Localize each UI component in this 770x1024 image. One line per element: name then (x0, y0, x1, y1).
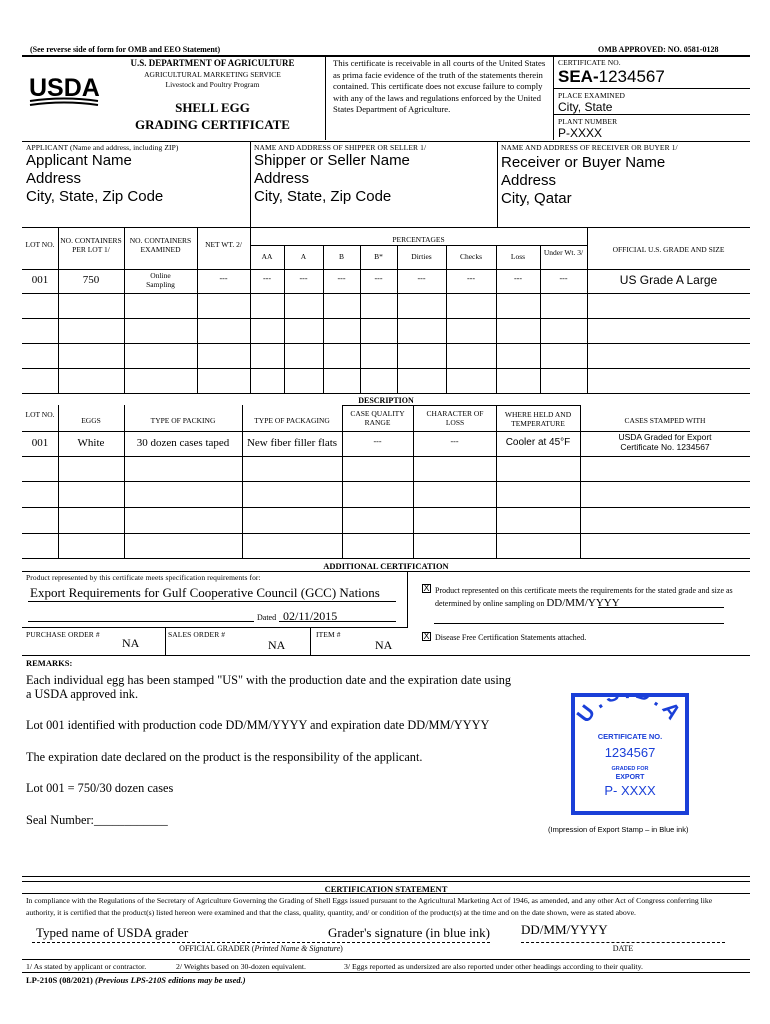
t1-header-grade: OFFICIAL U.S. GRADE AND SIZE (612, 245, 725, 254)
plant-number: P-XXXX (558, 126, 603, 140)
receiver-name: Receiver or Buyer Name (501, 154, 666, 171)
t2-row-packaging: New fiber filler flats (246, 437, 338, 449)
receiver-city: City, Qatar (501, 190, 572, 207)
t1-row-containers: 750 (82, 274, 100, 286)
plant-label: PLANT NUMBER (558, 117, 618, 126)
official-grader-label-pre: OFFICIAL GRADER ( (179, 944, 255, 953)
footnote-2: 2/ Weights based on 30-dozen equivalent. (176, 962, 307, 971)
t1-pct-loss: Loss (510, 252, 526, 261)
place-examined: City, State (558, 100, 613, 114)
check2-text: Disease Free Certification Statements attached. (435, 633, 587, 642)
stamp-arc-text: U.S D.A (572, 693, 688, 728)
check1-date: DD/MM/YYYY (546, 597, 620, 609)
t1-pct-aa: AA (261, 252, 273, 261)
t1-pct-bstar: B* (374, 252, 383, 261)
service-name: AGRICULTURAL MARKETING SERVICE (144, 70, 281, 79)
t1-pct-underwt: Under Wt. 3/ (543, 248, 584, 257)
shipper-address: Address (254, 170, 310, 187)
item-label: ITEM # (316, 630, 341, 639)
t2-row-where: Cooler at 45°F (505, 437, 571, 448)
t1-header-containers: NO. CONTAINERS PER LOT 1/ (60, 236, 122, 254)
footnote-1: 1/ As stated by applicant or contractor. (26, 962, 147, 971)
po-label: PURCHASE ORDER # (26, 630, 100, 639)
t1-header-percentages: PERCENTAGES (392, 235, 445, 244)
t1-row-pct-bstar: --- (374, 274, 383, 283)
t2-row-stamped: USDA Graded for Export Certificate No. 1234567 (618, 432, 712, 452)
t2-row-eggs: White (77, 437, 105, 449)
t2-header-where: WHERE HELD AND TEMPERATURE (504, 410, 572, 428)
po-value: NA (122, 636, 140, 650)
spec-label: Product represented by this certificate meets specification requirements for: (26, 573, 261, 582)
check-online-sampling[interactable] (422, 584, 431, 593)
stamp-graded-for: GRADED FOR (611, 766, 649, 772)
certification-title: CERTIFICATION STATEMENT (324, 884, 448, 894)
date-label: DATE (612, 944, 634, 953)
shipper-name: Shipper or Seller Name (254, 152, 410, 169)
t1-row-netwt: --- (219, 274, 228, 283)
t1-pct-dirties: Dirties (411, 252, 432, 261)
title-shell-egg: SHELL EGG (175, 100, 250, 115)
t1-row-pct-checks: --- (467, 274, 475, 283)
t1-pct-checks: Checks (459, 252, 483, 261)
stamp-cert-label: CERTIFICATE NO. (597, 732, 663, 741)
dept-name: U.S. DEPARTMENT OF AGRICULTURE (130, 58, 295, 68)
cert-prefix: SEA- (558, 67, 599, 86)
t1-row-grade: US Grade A Large (619, 273, 718, 287)
receiver-block (501, 154, 665, 208)
t2-header-eggs: EGGS (81, 416, 101, 425)
t2-header-case-quality: CASE QUALITY RANGE (350, 409, 405, 427)
t1-pct-a: A (300, 252, 307, 261)
grader-name: Typed name of USDA grader (36, 925, 189, 940)
official-grader-label-em: Printed Name & Signature (254, 944, 341, 953)
place-label: PLACE EXAMINED (558, 91, 626, 100)
t1-header-examined: NO. CONTAINERS EXAMINED (129, 236, 192, 254)
applicant-city: City, State, Zip Code (26, 188, 164, 205)
certification-text: In compliance with the Regulations of the Secretary of Agriculture Governing the Grading of Shell Eggs issued pursuant to the Agricultural Marketing Act of 1946, as amended, and any other Act of Congress conferring like authority, it is certified that the product(s) listed hereon were examined and that the class, quality, quantity, and/ or condition of the product(s) at the time and on the date shown, were as stated above. (26, 896, 713, 917)
receiver-label: NAME AND ADDRESS OF RECEIVER OR BUYER 1/ (501, 143, 678, 152)
remark-line-3: The expiration date declared on the product is the responsibility of the applicant. (26, 750, 423, 764)
t1-header-lot: LOT NO. (25, 240, 55, 249)
t1-row-pct-a: --- (299, 274, 308, 283)
t2-header-lot: LOT NO. (25, 410, 55, 419)
t1-pct-b: B (338, 252, 344, 261)
t1-header-netwt: NET WT. 2/ (205, 240, 242, 249)
applicant-block (26, 152, 163, 206)
program-name: Livestock and Poultry Program (165, 80, 260, 89)
legal-statement: This certificate is receivable in all courts of the United States as prima facie evidence of the truth of the statements therein contained. This certificate does not excuse failure to comply with any of the laws and regulations enforced by the United States Department of Agriculture. (333, 58, 546, 114)
form-id-note: (Previous LPS-210S editions may be used.) (94, 975, 246, 985)
cert-number: 1234567 (598, 67, 665, 86)
form-id-code: LP-210S (08/2021) (26, 975, 93, 985)
cert-no-label: CERTIFICATE NO. (558, 58, 621, 67)
additional-title: ADDITIONAL CERTIFICATION (323, 561, 449, 571)
check-disease-free-mark: X (423, 631, 430, 641)
dated-value: 02/11/2015 (283, 609, 338, 623)
usda-logo (28, 70, 100, 110)
shipper-block (254, 152, 410, 206)
dated-label: Dated (257, 613, 277, 622)
stamp-number: 1234567 (604, 745, 656, 760)
t2-row-lot: 001 (31, 437, 49, 449)
t1-row-pct-dirties: --- (417, 274, 426, 283)
t2-description-label: DESCRIPTION (358, 396, 414, 405)
t2-row-packing: 30 dozen cases taped (136, 437, 230, 449)
t2-row-character: --- (450, 437, 459, 446)
t2-header-character: CHARACTER OF LOSS (426, 409, 484, 427)
shipper-label: NAME AND ADDRESS OF SHIPPER OR SELLER 1/ (254, 143, 427, 152)
t1-row-lot: 001 (31, 274, 49, 286)
official-grader-label-post: ) (340, 944, 343, 953)
t2-header-packaging: TYPE OF PACKAGING (254, 416, 330, 425)
check-disease-free[interactable] (422, 632, 431, 641)
form-id (26, 975, 246, 985)
remark-line-1: Each individual egg has been stamped "US" with the production date and the expiration date using a USDA approved ink. (26, 673, 512, 701)
grader-signature: Grader's signature (in blue ink) (328, 925, 490, 940)
t1-row-pct-loss: --- (514, 274, 522, 283)
stamp-export: EXPORT (615, 774, 645, 781)
reverse-note: (See reverse side of form for OMB and EEO Statement) (30, 45, 221, 54)
footnote-3: 3/ Eggs reported as undersized are also reported under other headings according to their quality. (344, 962, 643, 971)
applicant-label: APPLICANT (Name and address, including ZIP) (26, 143, 179, 152)
remark-line-2: Lot 001 identified with production code DD/MM/YYYY and expiration date DD/MM/YYYY (26, 718, 490, 732)
t2-row-case-quality: --- (373, 437, 382, 446)
omb-number: OMB APPROVED: NO. 0581-0128 (598, 45, 719, 54)
title-grading-certificate: GRADING CERTIFICATE (135, 117, 290, 132)
check1-label: Product represented on this certificate meets the requirements for the stated grade and size as determined by online sampling on (435, 586, 733, 608)
spec-value: Export Requirements for Gulf Cooperative Council (GCC) Nations (30, 585, 380, 600)
applicant-address: Address (26, 170, 82, 187)
shipper-city: City, State, Zip Code (254, 188, 392, 205)
remark-line-5: Seal Number:____________ (26, 813, 168, 827)
t1-row-examined: Online Sampling (146, 271, 175, 289)
applicant-name: Applicant Name (26, 152, 132, 169)
t2-header-stamped: CASES STAMPED WITH (624, 416, 706, 425)
t1-row-pct-b: --- (337, 274, 346, 283)
check-online-sampling-mark: X (423, 583, 430, 593)
stamp-caption: (Impression of Export Stamp – in Blue ink) (548, 825, 689, 834)
t1-row-pct-underwt: --- (559, 274, 568, 283)
remark-line-4: Lot 001 = 750/30 dozen cases (26, 781, 174, 795)
official-grader-label (32, 944, 490, 953)
item-value: NA (375, 638, 393, 652)
so-value: NA (268, 638, 286, 652)
export-stamp (571, 693, 689, 815)
so-label: SALES ORDER # (168, 630, 226, 639)
cert-no-value (558, 67, 665, 87)
usda-logo-text: USDA (29, 74, 100, 102)
stamp-plant: P- XXXX (604, 783, 656, 798)
t2-header-packing: TYPE OF PACKING (150, 416, 216, 425)
grader-date: DD/MM/YYYY (521, 922, 608, 937)
receiver-address: Address (501, 172, 557, 189)
remarks-label: REMARKS: (26, 658, 73, 668)
t1-row-pct-aa: --- (263, 274, 271, 283)
svg-text:U.S.D.A (573, 693, 688, 727)
